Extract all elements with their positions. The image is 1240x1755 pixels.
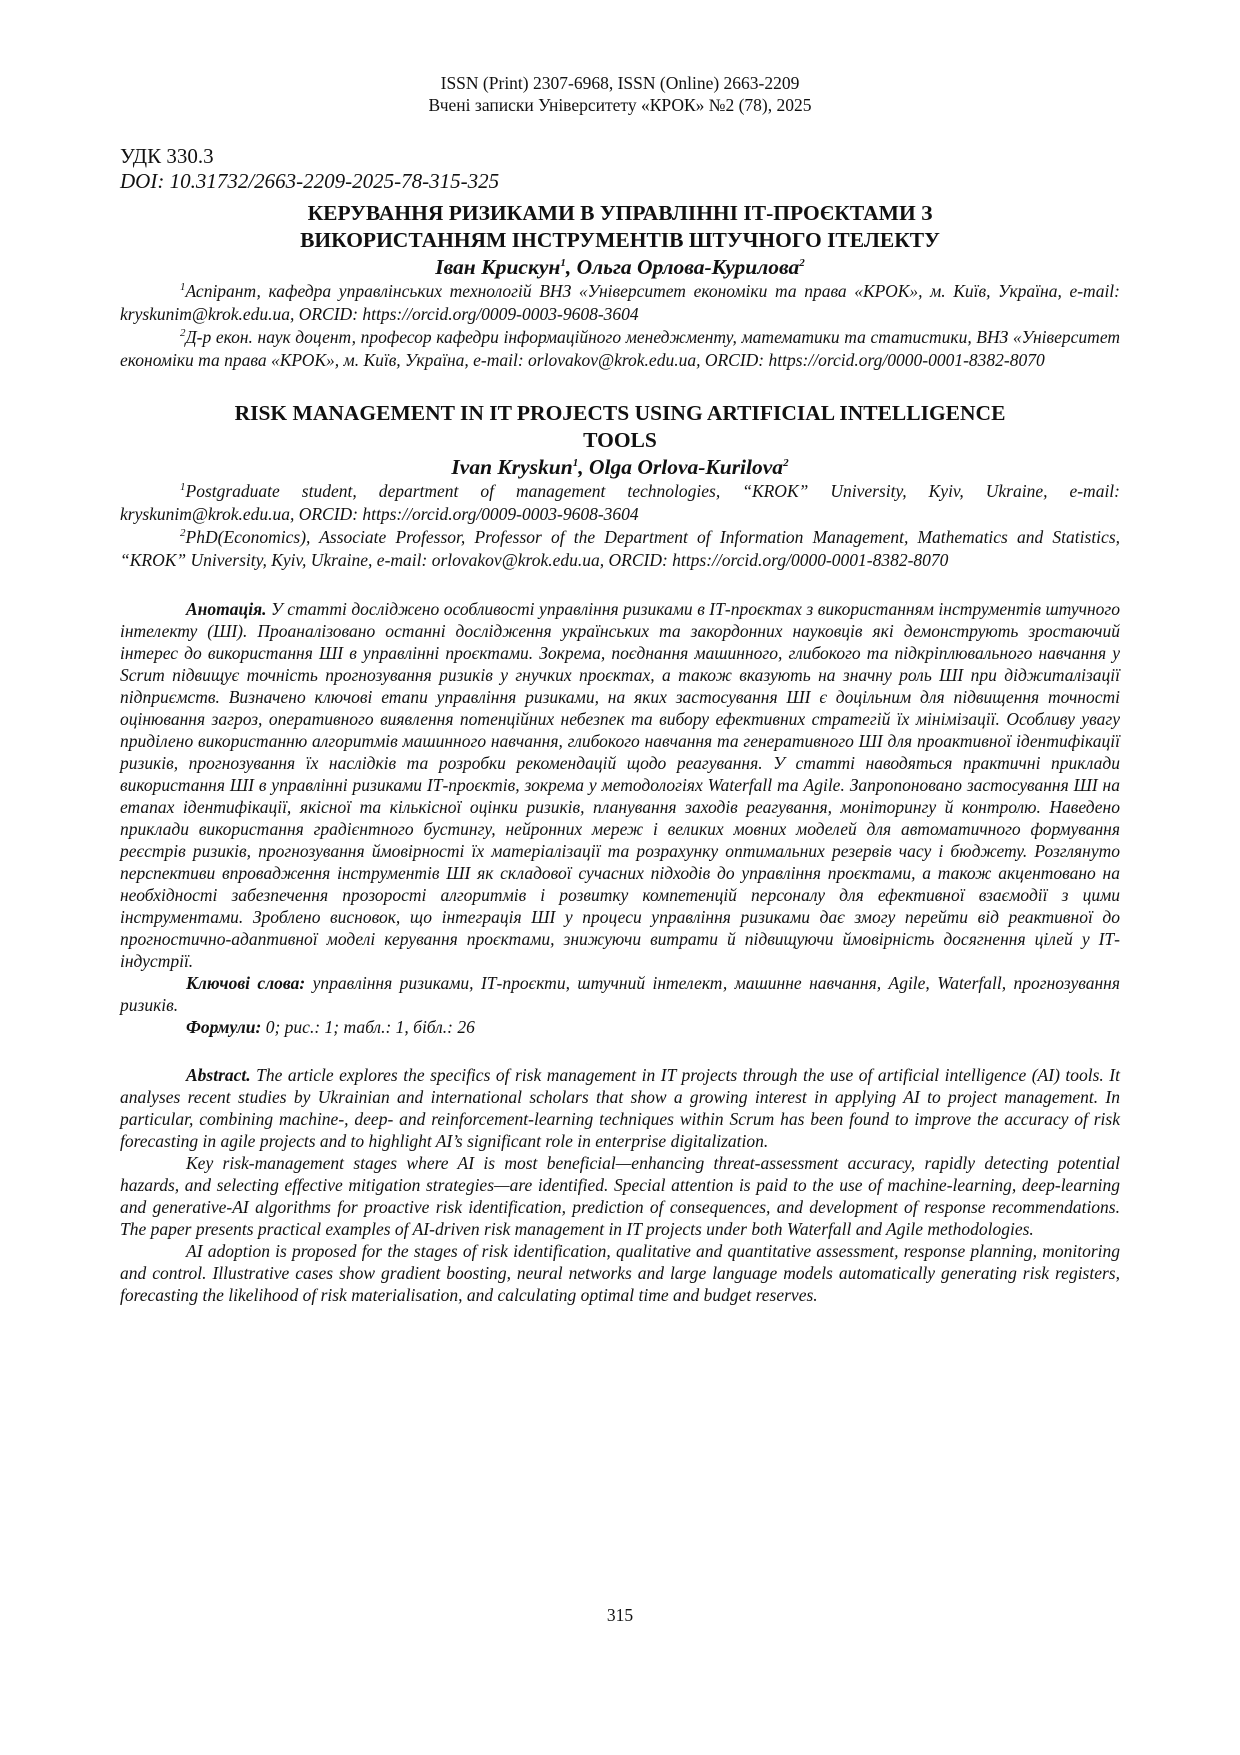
en-author2: Olga Orlova-Kurilova: [588, 455, 784, 479]
keywords-label: Ключові слова:: [186, 973, 306, 993]
annotation-paragraph: [120, 598, 1120, 972]
annotation-text: У статті досліджено особливості управління ризиками в ІТ-проєктах з використанням інструментів штучного інтелекту (ШІ). Проаналізовано останні дослідження українських та закордонних науковців які демонструють зростаючий інтерес до використання ШІ в управлінні проєктами. Зокрема, поєднання машинного, глибокого та підкріплювального навчання у Scrum підвищує точність прогнозування ризиків у гнучких проєктах, а також вказують на значну роль ШІ при діджиталізації підприємств. Визначено ключові етапи управління ризиками, на яких застосування ШІ є доцільним для підвищення точності оцінювання загроз, оперативного виявлення потенційних небезпек та вибору ефективних стратегій їх мінімізації. Особливу увагу приділено використанню алгоритмів машинного навчання, глибокого навчання та генеративного ШІ для проактивної ідентифікації ризиків, прогнозування їх наслідків та розробки рекомендацій щодо реагування. У статті наводяться практичні приклади використання ШІ в управлінні ризиками ІТ-проєктів, зокрема у методологіях Waterfall та Agile. Запропоновано застосування ШІ на етапах ідентифікації, якісної та кількісної оцінки ризиків, планування заходів реагування, моніторингу й контролю. Наведено приклади використання градієнтного бустингу, нейронних мереж і великих мовних моделей для автоматичного формування реєстрів ризиків, прогнозування ймовірності їх матеріалізації та розрахунку оптимальних резервів часу і бюджету. Розглянуто перспективи впровадження інструментів ШІ як складової сучасних підходів до управління проєктами, а також акцентовано на необхідності забезпечення прозорості алгоритмів і розвитку компетенцій персоналу для ефективної взаємодії з цими інструментами. Зроблено висновок, що інтеграція ШІ у процеси управління ризиками дає змогу перейти від реактивної до прогностично-адаптивної моделі керування проєктами, знижуючи витрати й підвищуючи ймовірність досягнення цілей у ІТ-індустрії.: [120, 599, 1120, 971]
ua-aff1-text: Аспірант, кафедра управлінських технологій ВНЗ «Університет економіки та права «КРОК», м. Київ, Україна, e-mail: kryskunim@krok.edu.ua, ORCID: https://orcid.org/0009-0003-9608-3604: [120, 281, 1120, 324]
ua-aff2-sup: 2: [180, 327, 186, 340]
keywords-text: управління ризиками, ІТ-проєкти, штучний інтелект, машинне навчання, Agile, Waterfall, прогнозування ризиків.: [120, 973, 1120, 1015]
ua-aff2-text: Д-р екон. наук доцент, професор кафедри інформаційного менеджменту, математики та статистики, ВНЗ «Університет економіки та права «КРОК», м. Київ, Україна, e-mail: orlovakov@krok.edu.ua, ORCID: https://orcid.org/0000-0001-8382-8070: [120, 327, 1120, 370]
en-affiliation-2: [120, 526, 1120, 572]
journal-header: [120, 72, 1120, 116]
udk-code: УДК 330.3: [120, 144, 214, 168]
ua-author1: Іван Крискун: [435, 255, 561, 279]
formulas-line: [120, 1016, 1120, 1038]
keywords-line: [120, 972, 1120, 1016]
ua-aff1-sup: 1: [180, 281, 186, 294]
abstract-paragraph-3: AI adoption is proposed for the stages of risk identification, qualitative and quantitative assessment, response planning, monitoring and control. Illustrative cases show gradient boosting, neural networks and large language models automatically generating risk registers, forecasting the likelihood of risk materialisation, and calculating optimal time and budget reserves.: [120, 1241, 1120, 1305]
ua-title-line1: КЕРУВАННЯ РИЗИКАМИ В УПРАВЛІННІ ІТ-ПРОЄКТАМИ З: [307, 201, 933, 225]
en-aff1-text: Postgraduate student, department of management technologies, “KROK” University, Kyiv, Ukraine, e-mail: kryskunim@krok.edu.ua, ORCID: https://orcid.org/0009-0003-9608-3604: [120, 481, 1120, 524]
journal-line: Вчені записки Університету «КРОК» №2 (78), 2025: [428, 95, 812, 115]
ua-title: [120, 200, 1120, 254]
ua-author2: Ольга Орлова-Курилова: [576, 255, 800, 279]
issn-line: ISSN (Print) 2307-6968, ISSN (Online) 2663-2209: [440, 73, 800, 93]
en-title-line2: TOOLS: [583, 428, 657, 452]
en-title-line1: RISK MANAGEMENT IN IT PROJECTS USING ARTIFICIAL INTELLIGENCE: [234, 401, 1006, 425]
en-author1: Ivan Kryskun: [451, 455, 573, 479]
en-author-sep: ,: [578, 455, 589, 479]
abstract-paragraph-1: [120, 1064, 1120, 1152]
en-author2-sup: 2: [783, 456, 789, 469]
page-number: 315: [606, 1605, 634, 1625]
en-aff1-sup: 1: [180, 481, 186, 494]
en-title: [120, 400, 1120, 454]
en-aff2-sup: 2: [180, 527, 186, 540]
abstract-label: Abstract.: [186, 1065, 251, 1085]
annotation-label: Анотація.: [186, 599, 267, 619]
formulas-text: 0; рис.: 1; табл.: 1, бібл.: 26: [261, 1017, 475, 1037]
abstract-paragraph-2: Key risk-management stages where AI is most beneficial—enhancing threat-assessment accuracy, rapidly detecting potential hazards, and selecting effective mitigation strategies—are identified. Special attention is paid to the use of machine-learning, deep-learning and generative-AI algorithms for proactive risk identification, prediction of consequences, and development of response recommendations. The paper presents practical examples of AI-driven risk management in IT projects under both Waterfall and Agile methodologies.: [120, 1153, 1120, 1239]
doi: DOI: 10.31732/2663-2209-2025-78-315-325: [120, 169, 500, 193]
formulas-label: Формули:: [186, 1017, 262, 1037]
abstract-p1-text: The article explores the specifics of risk management in IT projects through the use of artificial intelligence (AI) tools. It analyses recent studies by Ukrainian and international scholars that show a growing interest in applying AI to project management. In particular, combining machine-, deep- and reinforcement-learning techniques within Scrum has been found to improve the accuracy of risk forecasting in agile projects and to highlight AI’s significant role in enterprise digitalization.: [120, 1065, 1120, 1151]
ua-affiliation-1: [120, 280, 1120, 326]
en-aff2-text: PhD(Economics), Associate Professor, Professor of the Department of Information Management, Mathematics and Statistics, “KROK” University, Kyiv, Ukraine, e-mail: orlovakov@krok.edu.ua, ORCID: https://orcid.org/0000-0001-8382-8070: [120, 527, 1120, 570]
en-author1-sup: 1: [572, 456, 579, 469]
ua-author1-sup: 1: [560, 256, 566, 269]
ua-author2-sup: 2: [799, 256, 805, 269]
en-authors: [120, 454, 1120, 480]
en-affiliation-1: [120, 480, 1120, 526]
ua-author-sep: ,: [565, 255, 577, 279]
ua-title-line2: ВИКОРИСТАННЯМ ІНСТРУМЕНТІВ ШТУЧНОГО ІТЕЛЕКТУ: [300, 228, 940, 252]
paper-page: [120, 72, 1120, 1306]
ua-affiliation-2: [120, 326, 1120, 372]
ua-authors: [120, 254, 1120, 280]
